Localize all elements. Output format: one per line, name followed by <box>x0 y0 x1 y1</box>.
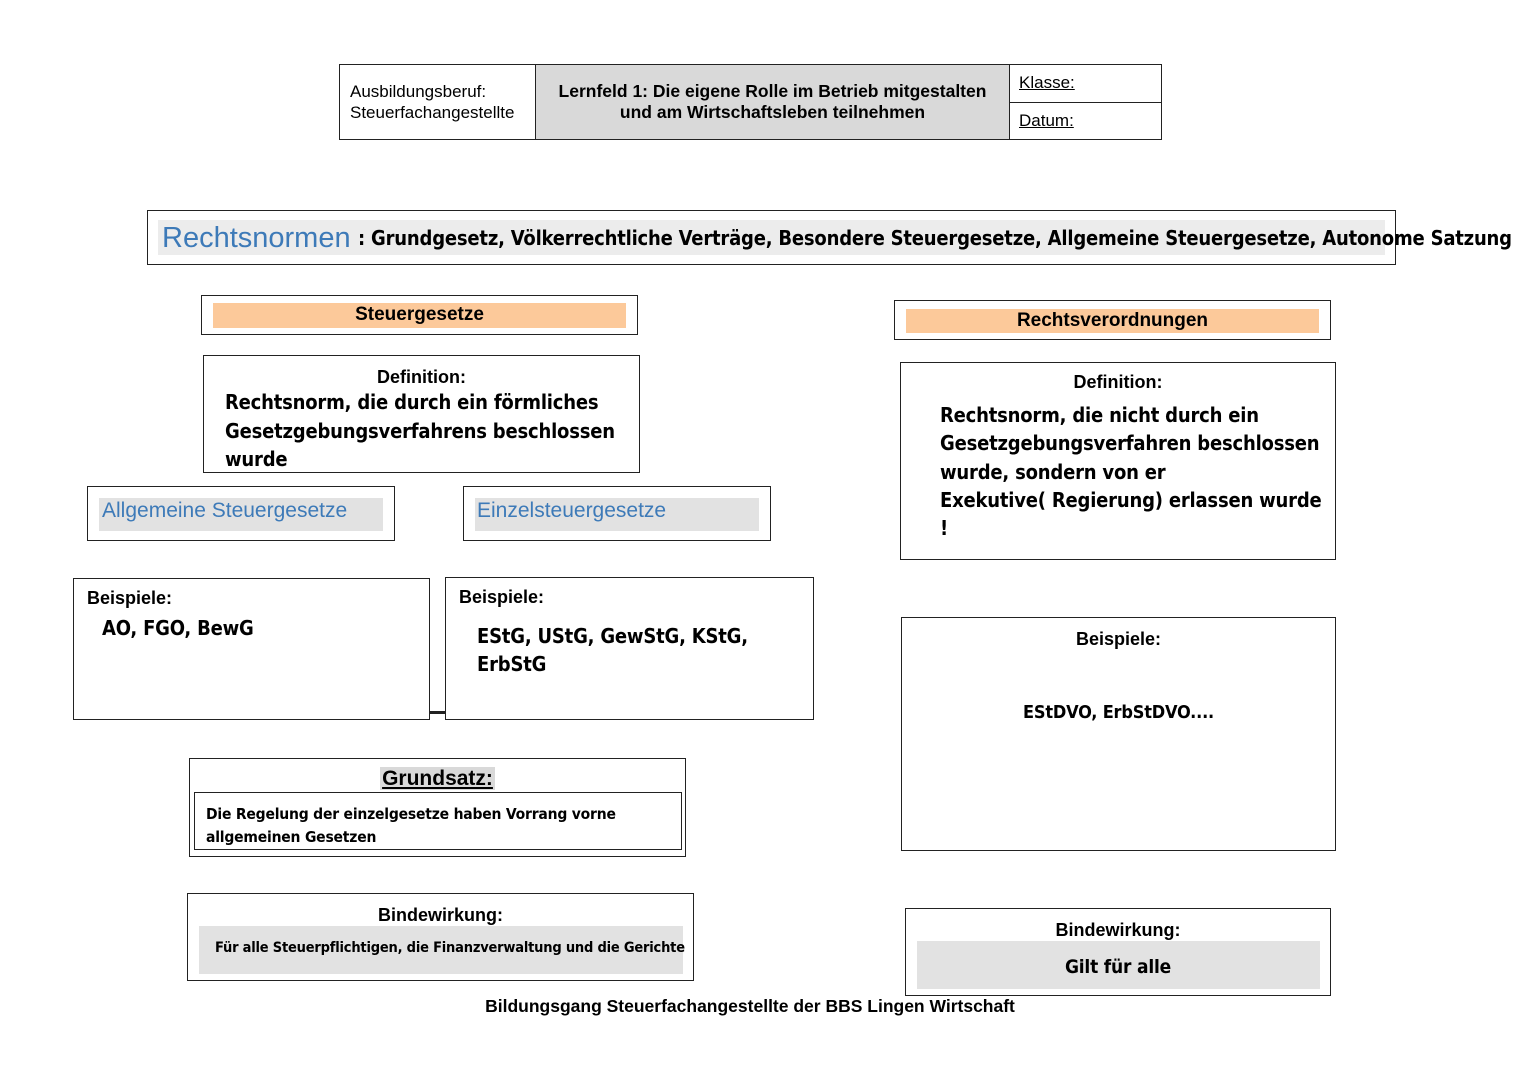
allgemeine-steuergesetze-label: Allgemeine Steuergesetze <box>102 499 348 522</box>
steuergesetze-bindewirkung-box <box>187 893 694 981</box>
definition-line: Gesetzgebungsverfahrens beschlossen <box>225 418 615 443</box>
header-table <box>339 64 1162 140</box>
definition-line: Exekutive( Regierung) erlassen wurde ! <box>940 487 1322 541</box>
einzel-beispiele-line: ErbStG <box>477 652 547 676</box>
rechtsverordnungen-title-box <box>894 300 1331 340</box>
einzelsteuergesetze-label: Einzelsteuergesetze <box>477 499 667 522</box>
grundsatz-text <box>206 803 616 849</box>
steuergesetze-definition-label: Definition: <box>377 367 466 387</box>
einzel-beispiele-text <box>477 622 748 678</box>
allgemeine-beispiele-box <box>73 578 430 720</box>
datum-field[interactable]: Datum: <box>1019 110 1074 130</box>
grundsatz-line: Die Regelung der einzelgesetze haben Vorrang vorne <box>206 805 616 823</box>
lernfeld-line1: Lernfeld 1: Die eigene Rolle im Betrieb mitgestalten <box>558 81 987 101</box>
grundsatz-box <box>189 758 686 857</box>
lernfeld-line2: und am Wirtschaftsleben teilnehmen <box>619 102 926 122</box>
einzel-beispiele-line: EStG, UStG, GewStG, KStG, <box>477 624 748 648</box>
definition-line: Gesetzgebungsverfahren beschlossen <box>940 431 1320 456</box>
rechtsverordnungen-beispiele-text: EStDVO, ErbStDVO.... <box>1023 702 1214 723</box>
rechtsverordnungen-definition-box <box>900 362 1336 560</box>
klasse-datum-cell <box>1010 65 1161 139</box>
rechtsverordnungen-beispiele-label: Beispiele: <box>1075 629 1162 649</box>
lernfeld-cell <box>536 65 1010 139</box>
rechtsnormen-title: Rechtsnormen <box>162 222 351 254</box>
definition-line: Rechtsnorm, die nicht durch ein <box>940 403 1259 427</box>
beruf-label: Ausbildungsberuf: <box>350 82 487 101</box>
rechtsverordnungen-beispiele-box <box>901 617 1336 851</box>
klasse-field[interactable]: Klasse: <box>1010 65 1161 103</box>
rechtsverordnungen-title: Rechtsverordnungen <box>1016 310 1209 331</box>
einzel-beispiele-label: Beispiele: <box>459 587 545 607</box>
rechtsverordnungen-definition-text <box>940 401 1335 542</box>
einzelsteuergesetze-box <box>463 486 771 541</box>
grundsatz-inner-box <box>194 792 682 850</box>
grundsatz-heading <box>190 767 685 791</box>
rechtsnormen-list: : Grundgesetz, Völkerrechtliche Verträge, Besondere Steuergesetze, Allgemeine Steuergesetze, Autonome Satzung <box>358 226 1512 250</box>
rechtsverordnungen-definition-label: Definition: <box>1073 372 1163 392</box>
allgemeine-beispiele-label: Beispiele: <box>87 588 173 608</box>
definition-line: wurde <box>225 447 288 471</box>
steuergesetze-bindewirkung-label: Bindewirkung: <box>378 905 503 925</box>
rechtsverordnungen-bindewirkung-box <box>905 908 1331 996</box>
steuergesetze-bindewirkung-text: Für alle Steuerpflichtigen, die Finanzverwaltung und die Gerichte <box>215 940 685 956</box>
definition-line: wurde, sondern von er <box>940 459 1166 484</box>
steuergesetze-definition-text <box>225 388 615 474</box>
steuergesetze-definition-box <box>203 355 640 473</box>
beruf-value: Steuerfachangestellte <box>350 103 515 122</box>
definition-line: Rechtsnorm, die durch ein förmliches <box>225 390 599 414</box>
steuergesetze-title: Steuergesetze <box>355 304 484 325</box>
connector-line <box>428 711 446 714</box>
steuergesetze-title-box <box>201 295 638 335</box>
einzel-beispiele-box <box>445 577 814 720</box>
footer-text: Bildungsgang Steuerfachangestellte der BBS Lingen Wirtschaft <box>485 996 1015 1016</box>
ausbildungsberuf-cell <box>340 65 536 139</box>
grundsatz-line: allgemeinen Gesetzen <box>206 828 377 846</box>
rechtsverordnungen-bindewirkung-text: Gilt für alle <box>1064 956 1172 978</box>
allgemeine-beispiele-text: AO, FGO, BewG <box>102 616 254 640</box>
allgemeine-steuergesetze-box <box>87 486 395 541</box>
rechtsnormen-banner <box>147 210 1512 265</box>
rechtsverordnungen-bindewirkung-label: Bindewirkung: <box>1055 920 1181 940</box>
grundsatz-label: Grundsatz: <box>382 767 493 790</box>
